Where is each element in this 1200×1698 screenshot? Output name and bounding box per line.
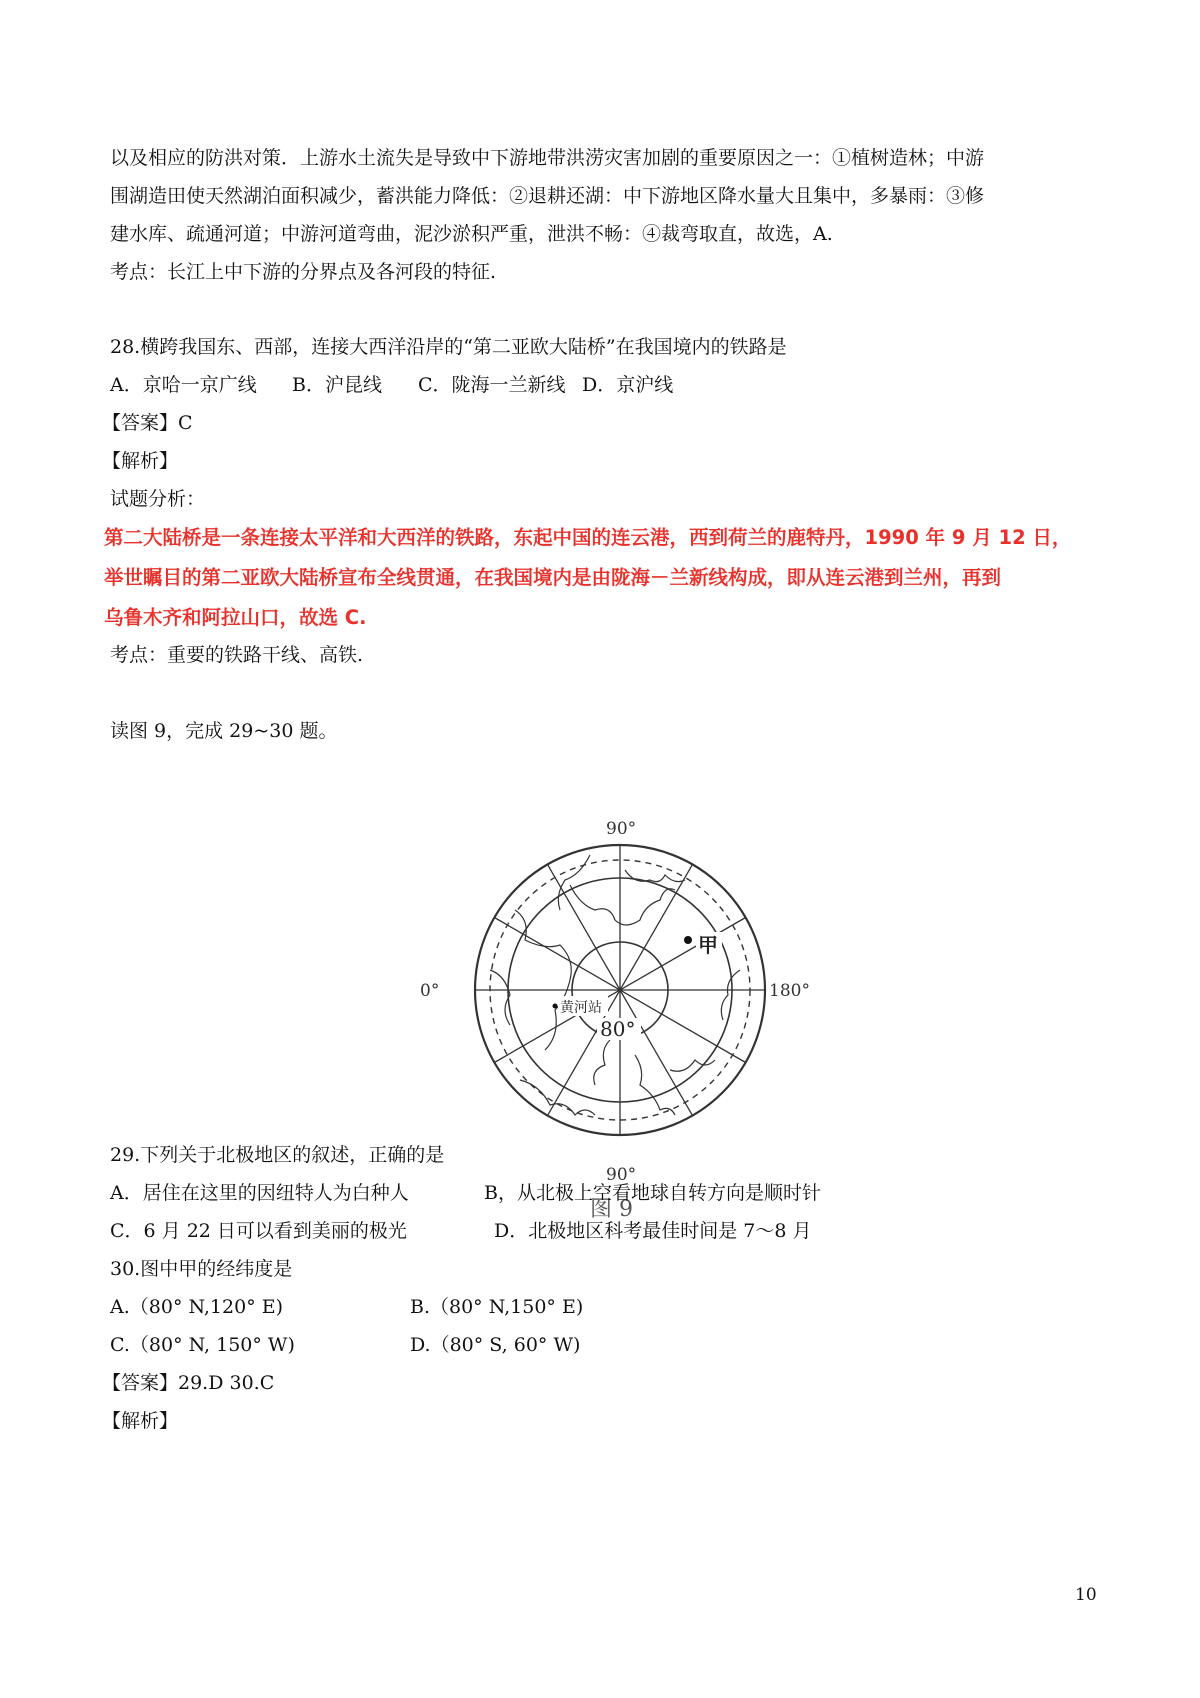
q28-option-d: D．京沪线 [582, 374, 674, 396]
label-top-90: 90° [606, 819, 637, 839]
analysis-label-29-30: 【解析】 [102, 1410, 179, 1432]
label-lat-80: 80° [600, 1017, 636, 1041]
prev-kaodian: 考点：长江上中下游的分界点及各河段的特征. [110, 261, 497, 283]
prev-text-line-3: 建水库、疏通河道；中游河道弯曲，泥沙淤积严重，泄洪不畅：④裁弯取直，故选，A. [110, 223, 833, 245]
q30-option-a: A.（80° N,120° E) [110, 1296, 284, 1318]
meridians [475, 845, 765, 1135]
q28-analysis-red-1: 第二大陆桥是一条连接太平洋和大西洋的铁路，东起中国的连云港，西到荷兰的鹿特丹，1990 年 9 月 12 日， [104, 526, 1072, 549]
q28-option-c: C．陇海一兰新线 [418, 374, 566, 396]
polar-map-svg [420, 810, 820, 1200]
label-right-180: 180° [769, 981, 810, 1001]
huanghe-station-point [553, 1004, 558, 1009]
q30-stem: 30.图中甲的经纬度是 [110, 1258, 293, 1280]
q28-answer: 【答案】C [102, 412, 193, 434]
coastlines [490, 855, 740, 1115]
q29-option-d: D．北极地区科考最佳时间是 7～8 月 [494, 1220, 812, 1242]
page-number: 10 [1075, 1585, 1097, 1605]
q30-option-d: D.（80° S, 60° W) [410, 1334, 581, 1356]
q30-option-b: B.（80° N,150° E) [410, 1296, 584, 1318]
label-huanghe-station: 黄河站 [560, 1000, 602, 1016]
polar-map-figure [420, 810, 820, 1200]
figure-caption: 图 9 [590, 1197, 633, 1222]
q28-option-a: A．京哈一京广线 [110, 374, 257, 396]
answer-29-30: 【答案】29.D 30.C [102, 1372, 275, 1394]
q28-analysis-label: 【解析】 [102, 450, 179, 472]
q29-stem: 29.下列关于北极地区的叙述，正确的是 [110, 1144, 445, 1166]
q28-option-b: B．沪昆线 [292, 374, 382, 396]
prev-text-line-2: 围湖造田使天然湖泊面积减少，蓄洪能力降低：②退耕还湖：中下游地区降水量大且集中，多暴雨：③修 [110, 185, 985, 207]
label-jia: 甲 [698, 933, 718, 957]
label-left-0: 0° [420, 981, 440, 1001]
prev-text-line-1: 以及相应的防洪对策．上游水土流失是导致中下游地带洪涝灾害加剧的重要原因之一：①植树造林；中游 [110, 147, 985, 169]
intro-29-30: 读图 9，完成 29~30 题。 [110, 720, 338, 742]
q28-kaodian: 考点：重要的铁路干线、高铁. [110, 644, 364, 666]
q28-analysis-red-3: 乌鲁木齐和阿拉山口，故选 C. [104, 606, 367, 629]
q28-analysis-red-2: 举世瞩目的第二亚欧大陆桥宣布全线贯通，在我国境内是由陇海－兰新线构成，即从连云港到兰州，再到 [104, 566, 1002, 589]
jia-point [684, 936, 692, 944]
q30-option-c: C.（80° N, 150° W) [110, 1334, 295, 1356]
q29-option-c: C．6 月 22 日可以看到美丽的极光 [110, 1220, 407, 1242]
q29-option-a: A．居住在这里的因纽特人为白种人 [110, 1182, 409, 1204]
label-bottom-90: 90° [606, 1165, 637, 1185]
q28-analysis-intro: 试题分析： [110, 488, 206, 510]
q29-option-b: B，从北极上空看地球自转方向是顺时针 [484, 1182, 821, 1204]
q28-stem: 28.横跨我国东、西部，连接大西洋沿岸的“第二亚欧大陆桥”在我国境内的铁路是 [110, 336, 787, 358]
